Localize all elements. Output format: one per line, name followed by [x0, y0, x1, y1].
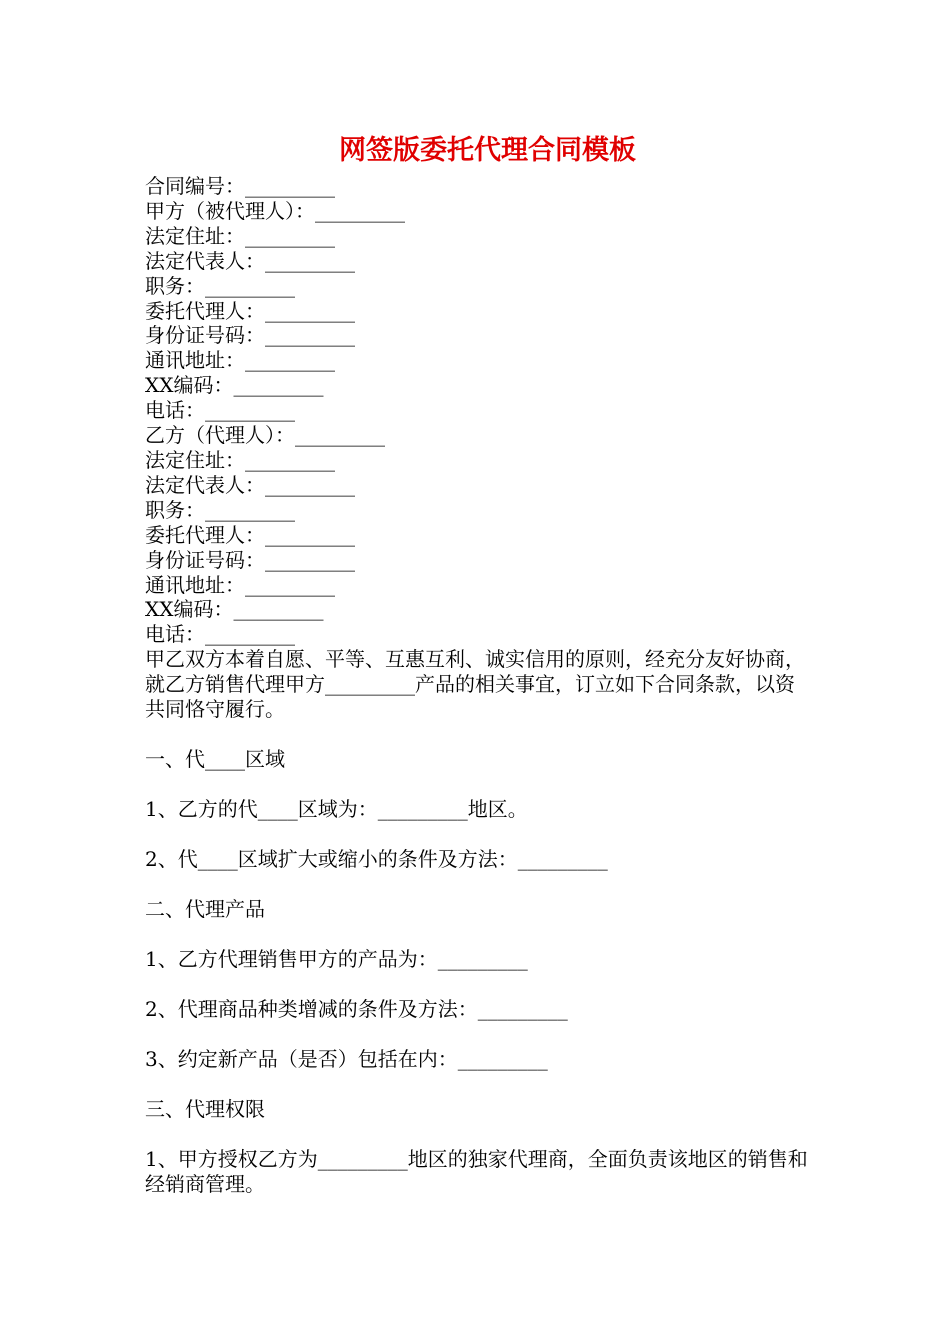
- section-2-item-3: 3、约定新产品（是否）包括在内：_________: [145, 1047, 548, 1072]
- party-a-postcode-field: XX编码：_________: [145, 373, 324, 398]
- party-a-position-field: 职务：_________: [145, 273, 295, 298]
- party-b-phone-field: 电话：_________: [145, 622, 295, 647]
- party-b-address-field: 法定住址：_________: [145, 447, 335, 472]
- party-a-legal-rep-field: 法定代表人：_________: [145, 248, 355, 273]
- party-a-phone-field: 电话：_________: [145, 398, 295, 423]
- section-1-item-2: 2、代____区域扩大或缩小的条件及方法：_________: [145, 847, 608, 872]
- party-a-field: 甲方（被代理人）：_________: [145, 198, 405, 223]
- contract-number-field: 合同编号：_________: [145, 174, 335, 198]
- section-2-heading: 二、代理产品: [145, 897, 265, 922]
- section-2-item-1: 1、乙方代理销售甲方的产品为：_________: [145, 947, 528, 972]
- party-a-agent-field: 委托代理人：_________: [145, 298, 355, 323]
- document-title: 网签版委托代理合同模板: [339, 135, 636, 166]
- section-1-heading: 一、代____区域: [145, 747, 285, 772]
- intro-paragraph: 甲乙双方本着自愿、平等、互惠互利、诚实信用的原则，经充分友好协商，就乙方销售代理甲方_________产品的相关事宜，订立如下合同条款，以资共同恪守履行。: [145, 647, 805, 722]
- party-a-mail-address-field: 通讯地址：_________: [145, 348, 335, 373]
- section-3-item-1: 1、甲方授权乙方为_________地区的独家代理商，全面负责该地区的销售和经销商管理。: [145, 1147, 808, 1197]
- section-3-heading: 三、代理权限: [145, 1097, 265, 1122]
- party-b-agent-field: 委托代理人：_________: [145, 522, 355, 547]
- section-2-item-2: 2、代理商品种类增减的条件及方法：_________: [145, 997, 568, 1022]
- party-b-fields: [145, 423, 810, 647]
- section-1-item-1: 1、乙方的代____区域为：_________地区。: [145, 797, 528, 822]
- party-b-mail-address-field: 通讯地址：_________: [145, 572, 335, 597]
- contract-page: [145, 132, 810, 1197]
- party-b-id-number-field: 身份证号码：_________: [145, 547, 355, 572]
- party-a-fields: [145, 174, 810, 423]
- party-b-field: 乙方（代理人）：_________: [145, 423, 385, 448]
- party-b-position-field: 职务：_________: [145, 497, 295, 522]
- party-b-postcode-field: XX编码：_________: [145, 597, 324, 622]
- party-a-address-field: 法定住址：_________: [145, 223, 335, 248]
- party-a-id-number-field: 身份证号码：_________: [145, 323, 355, 348]
- party-b-legal-rep-field: 法定代表人：_________: [145, 472, 355, 497]
